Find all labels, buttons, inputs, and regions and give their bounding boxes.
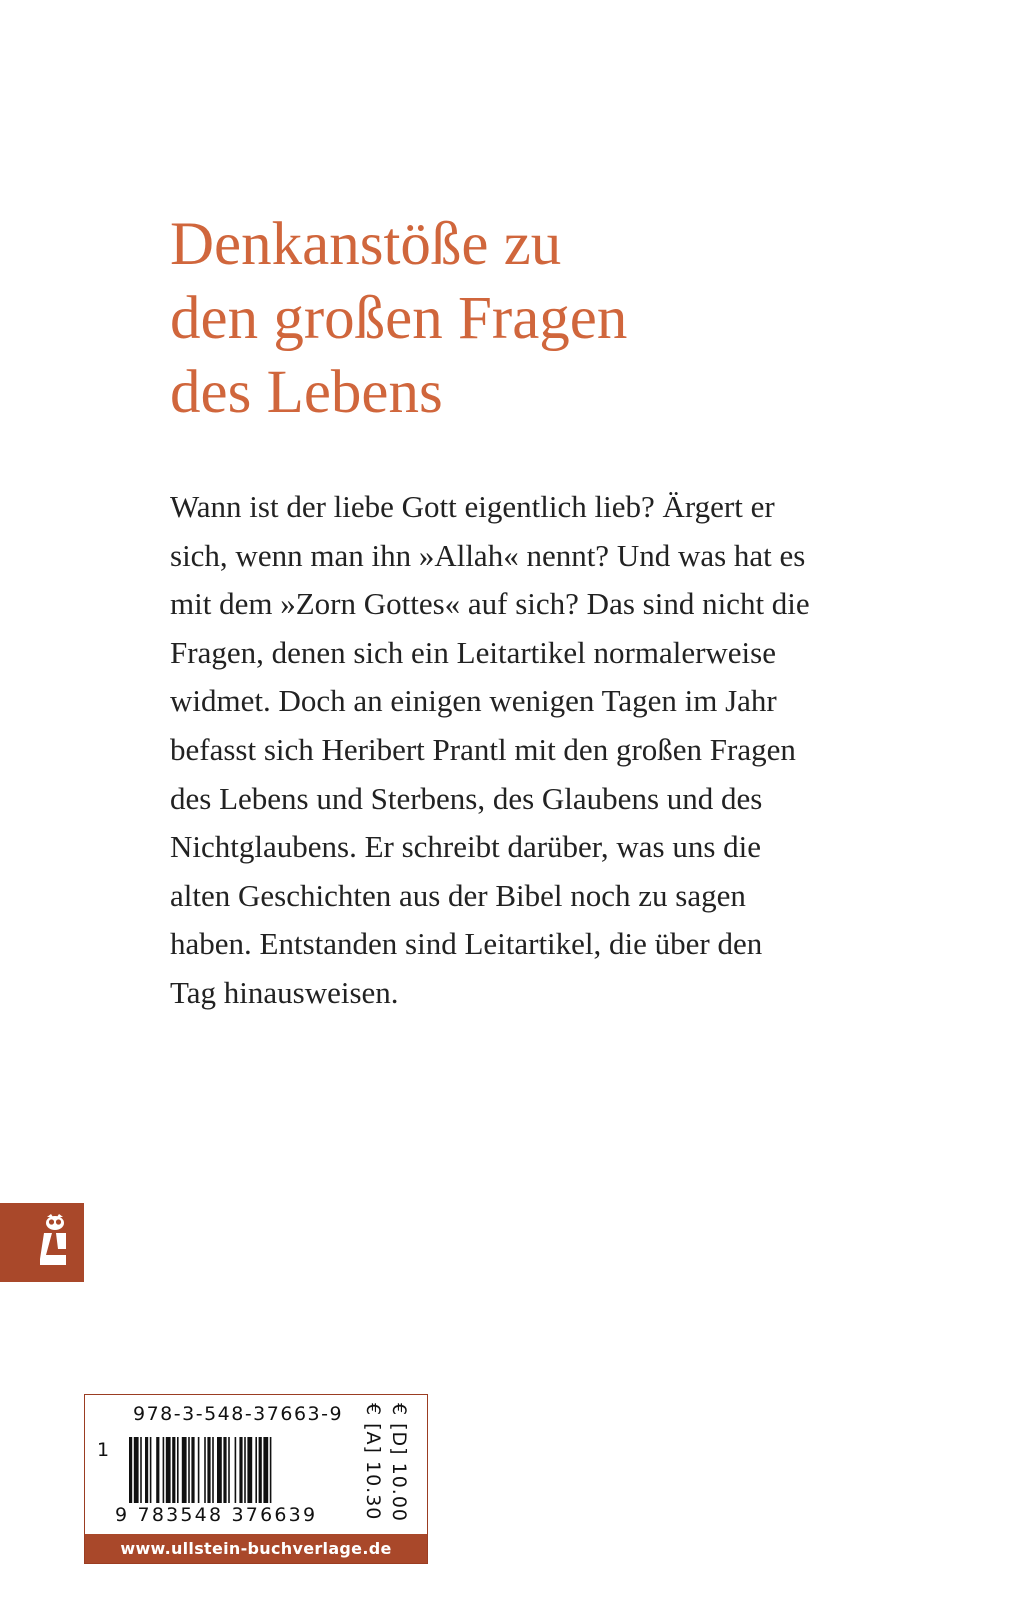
barcode-bar [156, 1437, 159, 1503]
headline [170, 208, 930, 430]
barcode-bar [198, 1437, 200, 1503]
blurb-line: Fragen, denen sich ein Leitartikel normalerweise [170, 634, 776, 670]
barcode-bar [166, 1437, 171, 1503]
price-austria-text: € [A] 10.30 [362, 1403, 384, 1521]
price-germany-text: € [D] 10.00 [388, 1403, 410, 1523]
barcode-bar [134, 1437, 139, 1503]
ean-digits: 9 783548 376639 [115, 1504, 318, 1526]
barcode-addon-digit: 1 [97, 1439, 110, 1461]
blurb-line: befasst sich Heribert Prantl mit den großen Fragen [170, 731, 796, 767]
barcode-bar [217, 1437, 222, 1503]
barcode-bar [172, 1437, 175, 1503]
barcode-bar [182, 1437, 187, 1503]
barcode-bar [263, 1437, 268, 1503]
barcode-bar [140, 1437, 142, 1503]
price-germany [387, 1403, 411, 1531]
barcode-bar [244, 1437, 246, 1503]
barcode-bar [177, 1437, 179, 1503]
barcode-bar [212, 1437, 214, 1503]
blurb-line: mit dem »Zorn Gottes« auf sich? Das sind nicht die [170, 586, 810, 622]
blurb-line: sich, wenn man ihn »Allah« nennt? Und was hat es [170, 537, 806, 573]
barcode-bar [223, 1437, 226, 1503]
publisher-url: www.ullstein-buchverlage.de [85, 1534, 427, 1563]
owl-logo-icon [0, 1203, 84, 1282]
barcode-bar [259, 1437, 262, 1503]
barcode-bars [129, 1437, 343, 1503]
blurb-line: Nichtglaubens. Er schreibt darüber, was uns die [170, 829, 762, 865]
barcode-bar [150, 1437, 152, 1503]
barcode-bar [207, 1437, 210, 1503]
barcode-bar [163, 1437, 165, 1503]
publisher-logo [0, 1203, 84, 1282]
barcode-bar [235, 1437, 237, 1503]
blurb-line: des Lebens und Sterbens, des Glaubens und des [170, 780, 763, 816]
price-austria [361, 1403, 385, 1531]
blurb-line: widmet. Doch an einigen wenigen Tagen im Jahr [170, 683, 777, 719]
headline-line-1: Denkanstöße zu [170, 211, 562, 278]
blurb-line: Tag hinausweisen. [170, 974, 399, 1010]
headline-line-2: den großen Fragen [170, 285, 628, 352]
blurb-line: alten Geschichten aus der Bibel noch zu sagen [170, 877, 746, 913]
barcode-bar [129, 1437, 132, 1503]
barcode-bar [247, 1437, 252, 1503]
barcode-bar [145, 1437, 148, 1503]
barcode-bar [270, 1437, 272, 1503]
blurb-line: haben. Entstanden sind Leitartikel, die über den [170, 926, 763, 962]
blurb-text [170, 483, 950, 1018]
barcode-bar [239, 1437, 242, 1503]
barcode-bar [204, 1437, 206, 1503]
isbn-number: 978-3-548-37663-9 [133, 1403, 344, 1425]
blurb-line: Wann ist der liebe Gott eigentlich lieb? Ärgert er [170, 489, 775, 524]
barcode-bar [188, 1437, 190, 1503]
barcode-panel [84, 1394, 428, 1564]
barcode-bar [255, 1437, 257, 1503]
barcode-bar [191, 1437, 194, 1503]
barcode-bar [228, 1437, 230, 1503]
headline-line-3: des Lebens [170, 359, 443, 426]
